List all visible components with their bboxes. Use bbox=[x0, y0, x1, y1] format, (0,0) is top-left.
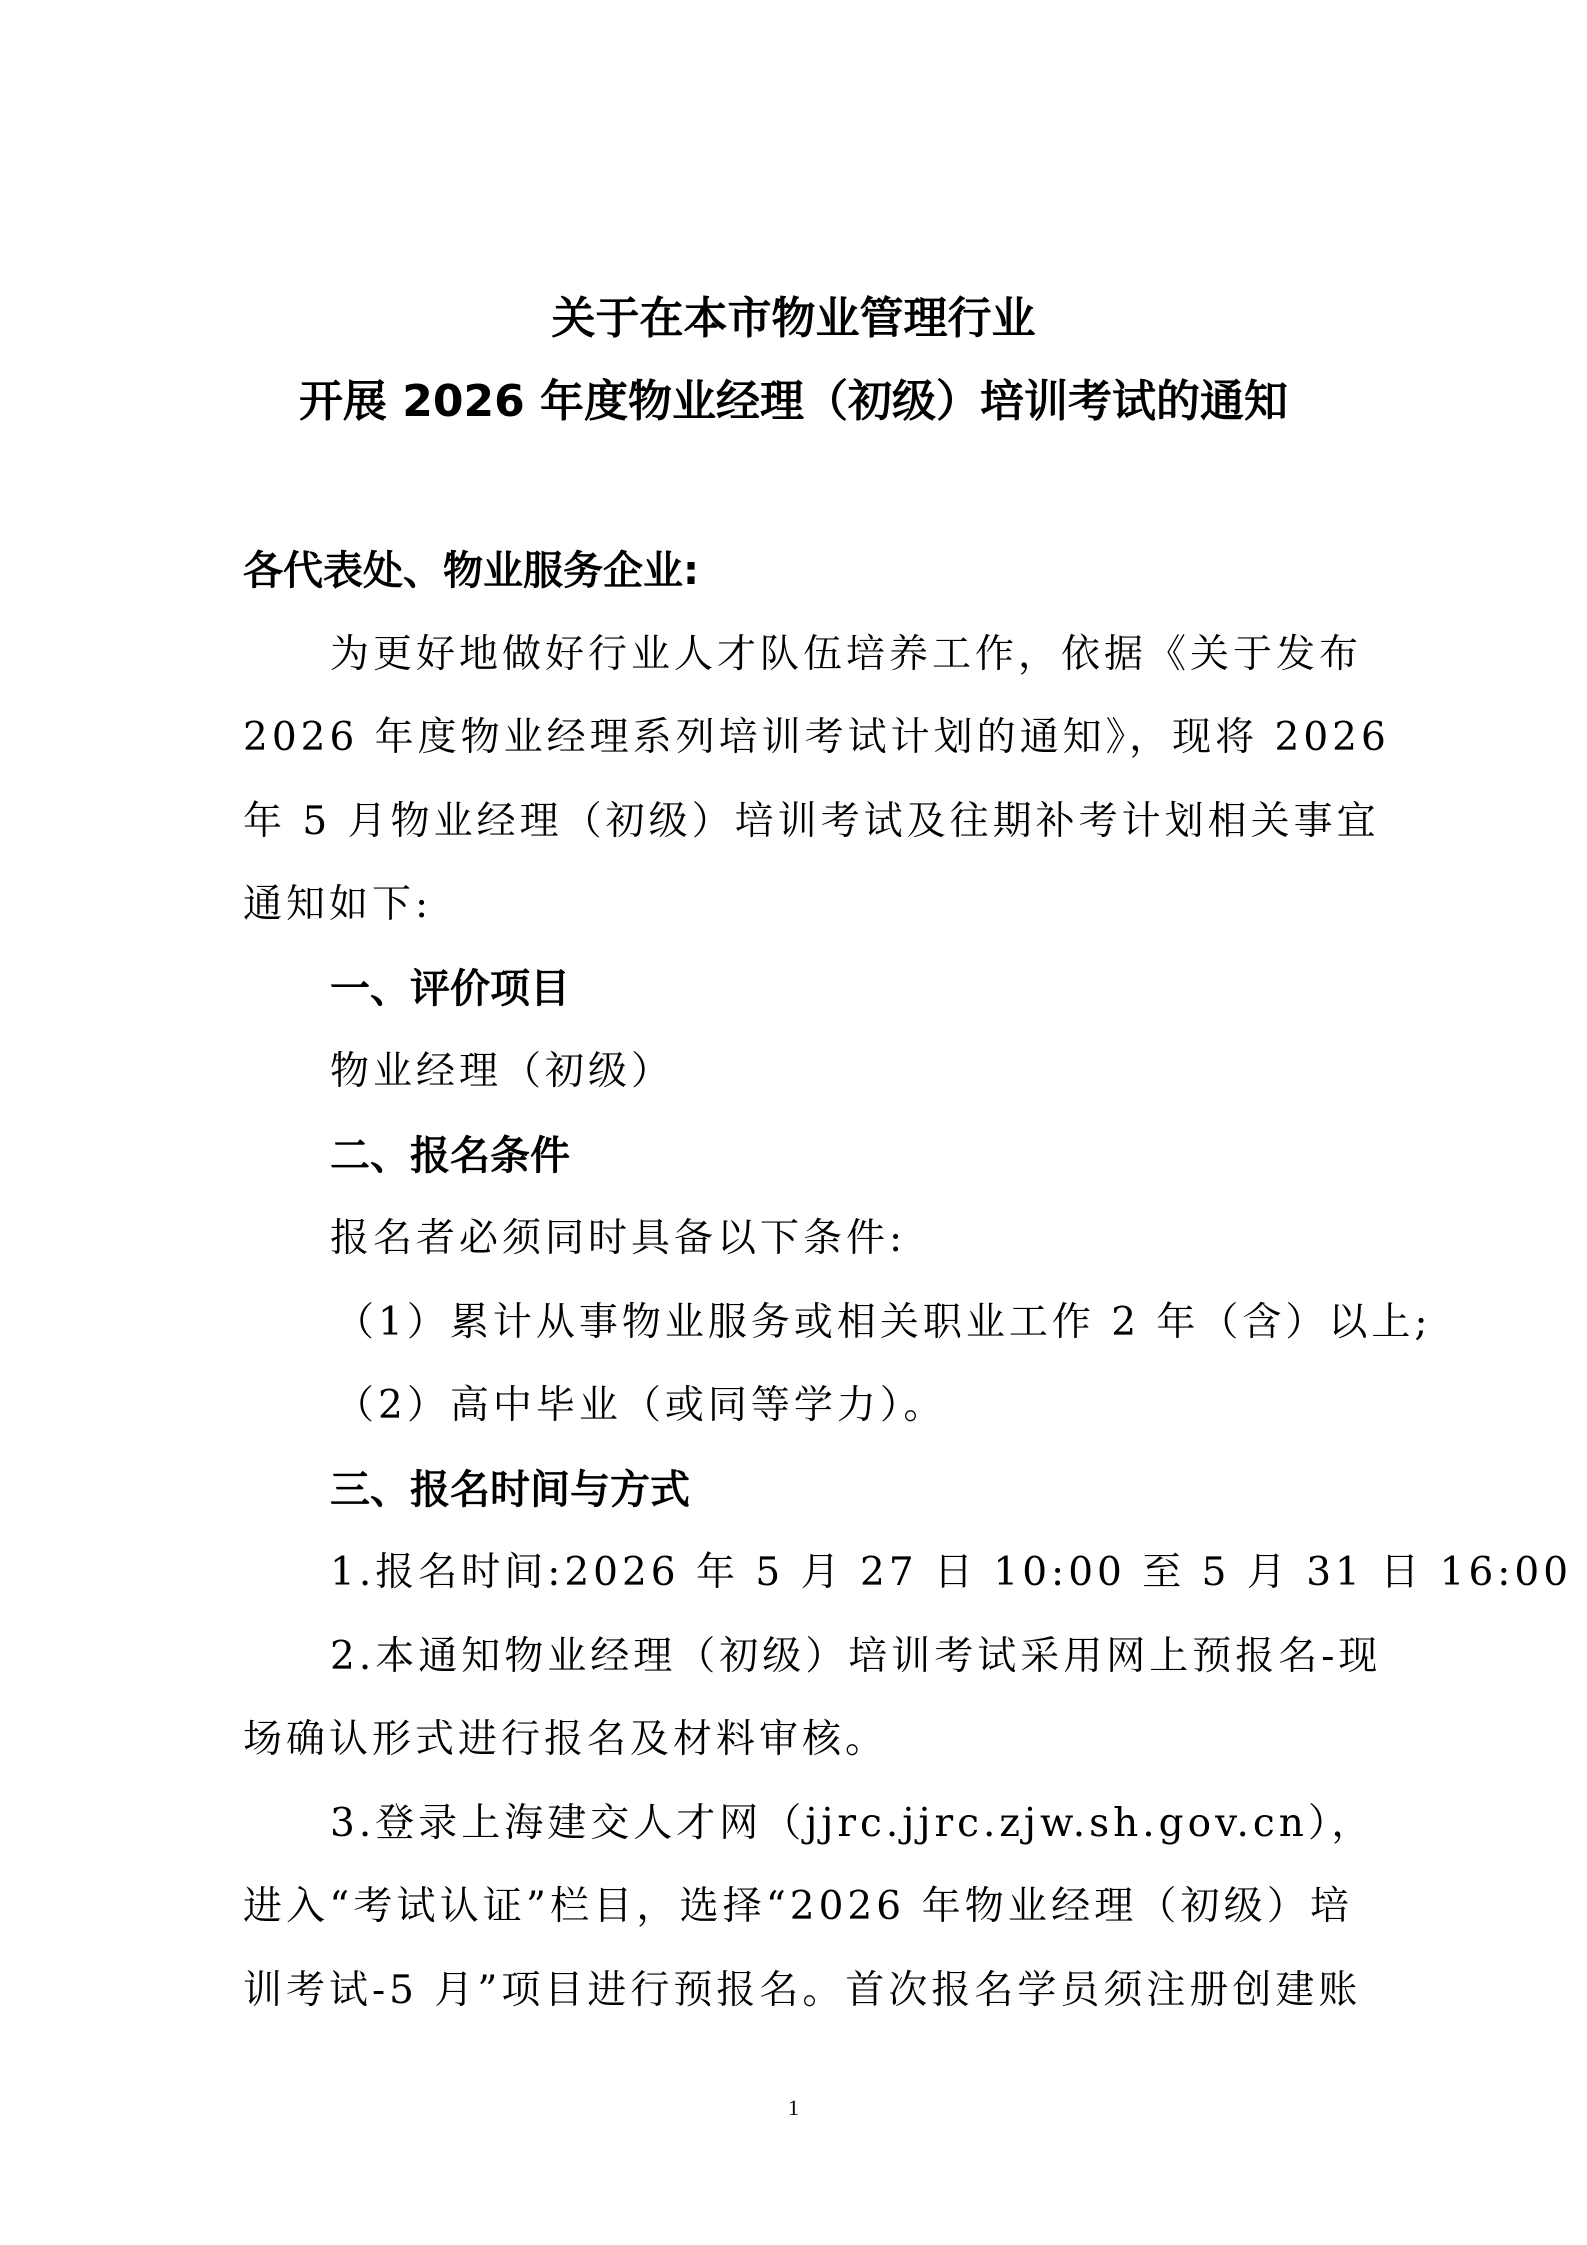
section-2-lead: 报名者必须同时具备以下条件: bbox=[330, 1216, 907, 1261]
intro-line-2: 2026 年度物业经理系列培训考试计划的通知》，现将 2026 bbox=[243, 715, 1390, 760]
section-3-paragraph-3-line-1: 3.登录上海建交人才网（jjrc.jjrc.zjw.sh.gov.cn）， bbox=[330, 1801, 1375, 1846]
section-1-item: 物业经理（初级） bbox=[330, 1049, 675, 1094]
section-3-heading: 三、报名时间与方式 bbox=[330, 1467, 690, 1513]
title-line-1: 关于在本市物业管理行业 bbox=[551, 293, 1036, 344]
page-number: 1 bbox=[788, 2095, 799, 2120]
condition-1: （1）累计从事物业服务或相关职业工作 2 年（含）以上; bbox=[335, 1300, 1432, 1345]
intro-line-3: 年 5 月物业经理（初级）培训考试及往期补考计划相关事宜 bbox=[243, 799, 1380, 844]
section-3-paragraph-2-line-1: 2.本通知物业经理（初级）培训考试采用网上预报名-现 bbox=[330, 1634, 1382, 1679]
section-1-heading: 一、评价项目 bbox=[330, 966, 570, 1012]
section-3-paragraph-2-line-2: 场确认形式进行报名及材料审核。 bbox=[243, 1717, 889, 1762]
condition-2: （2）高中毕业（或同等学力）。 bbox=[335, 1383, 947, 1428]
section-3-paragraph-1: 1.报名时间:2026 年 5 月 27 日 10:00 至 5 月 31 日 16:00 bbox=[330, 1550, 1573, 1595]
intro-line-1: 为更好地做好行业人才队伍培养工作，依据《关于发布 bbox=[330, 632, 1363, 677]
salutation: 各代表处、物业服务企业: bbox=[243, 548, 699, 594]
section-3-paragraph-3-line-3: 训考试-5 月”项目进行预报名。首次报名学员须注册创建账 bbox=[243, 1968, 1362, 2013]
title-line-2: 开展 2026 年度物业经理（初级）培训考试的通知 bbox=[298, 376, 1289, 427]
intro-line-4: 通知如下: bbox=[243, 882, 433, 927]
section-2-heading: 二、报名条件 bbox=[330, 1133, 570, 1179]
section-3-paragraph-3-line-2: 进入“考试认证”栏目，选择“2026 年物业经理（初级）培 bbox=[243, 1884, 1353, 1929]
